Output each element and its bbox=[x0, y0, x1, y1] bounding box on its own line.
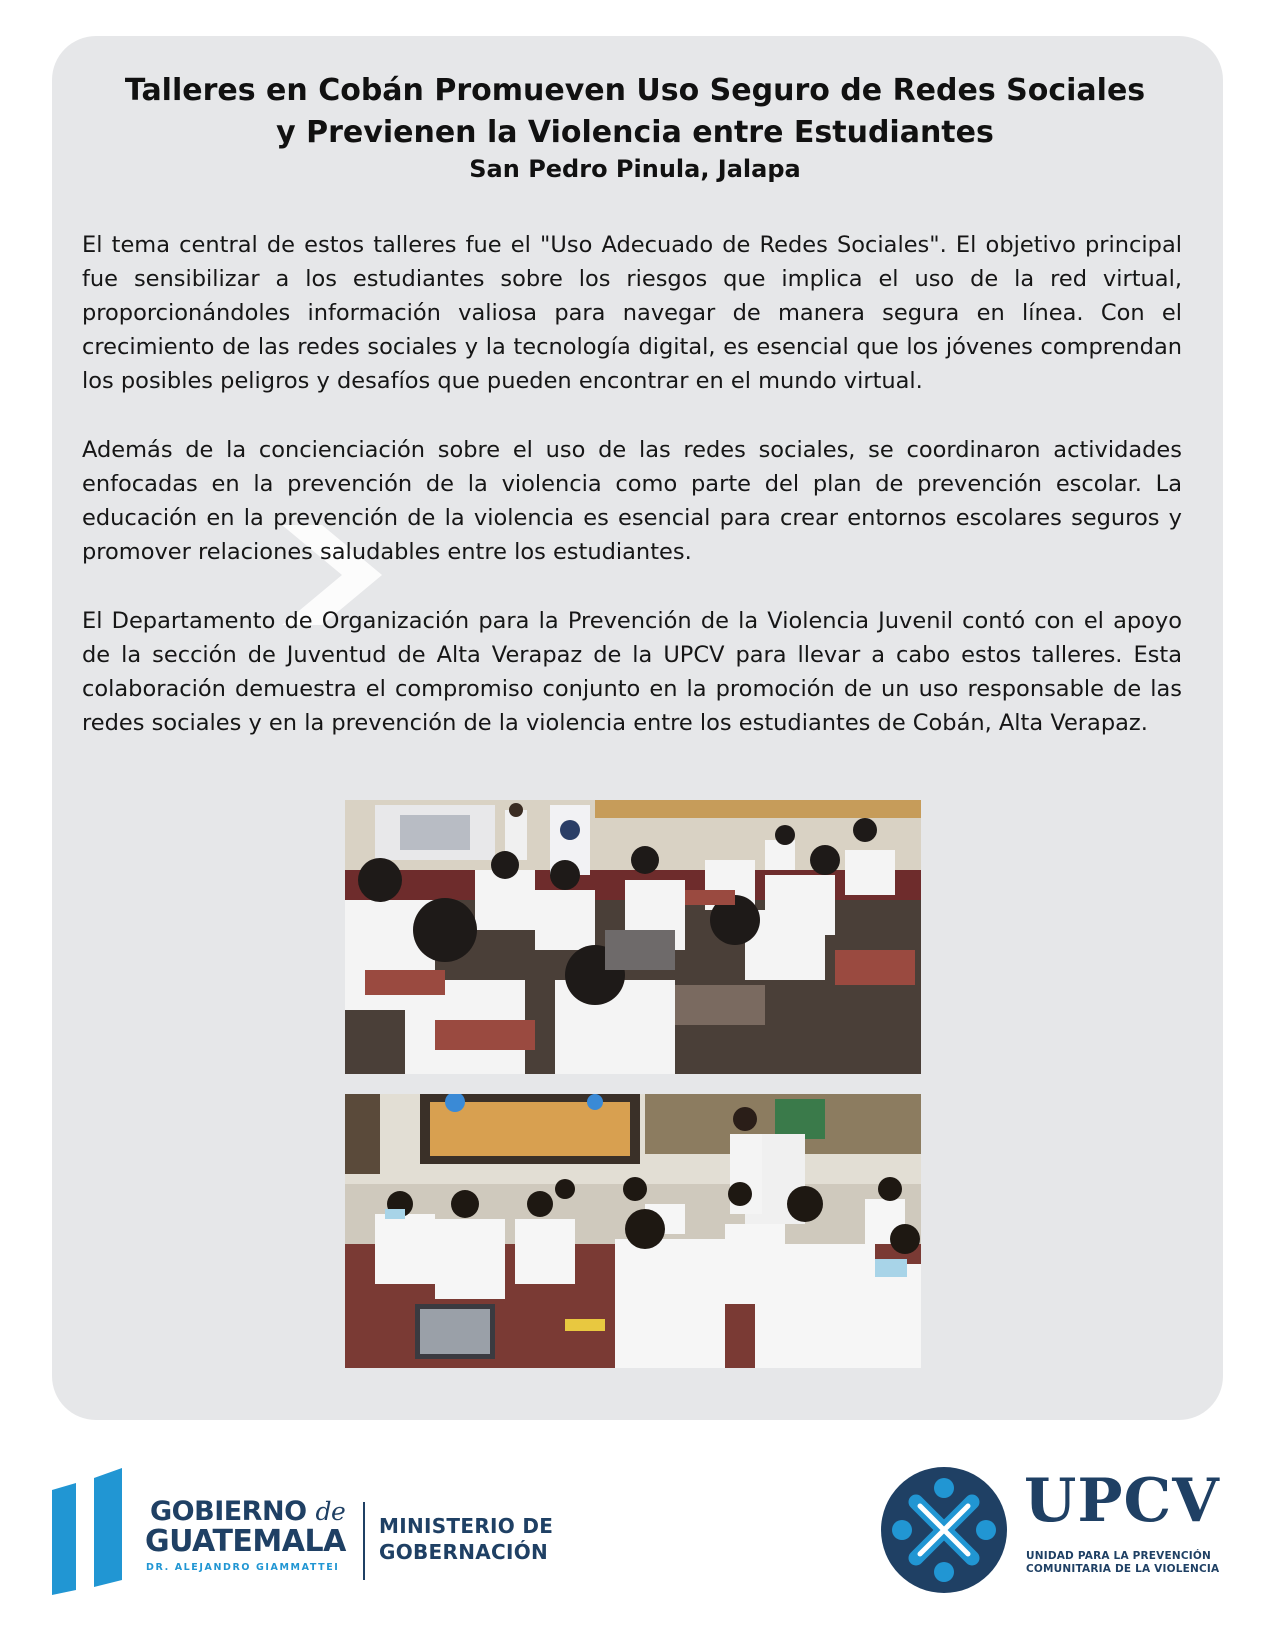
workshop-photo bbox=[345, 1094, 921, 1368]
article-paragraph: Además de la concienciación sobre el uso de las redes sociales, se coordinaron actividades enfocadas en la prevención de la violencia como parte del plan de prevención escolar. La educación en la prevención de la violencia es esencial para crear entornos escolares seguros y promover relaciones saludables entre los estudiantes. bbox=[82, 437, 1182, 565]
gobierno-wordmark bbox=[150, 1497, 360, 1527]
workshop-photo bbox=[345, 800, 921, 1074]
guatemala-flag-bars-icon bbox=[52, 1468, 124, 1595]
footer-divider bbox=[363, 1502, 365, 1580]
ministerio-line: MINISTERIO DE bbox=[379, 1514, 554, 1538]
guatemala-word: GUATEMALA bbox=[145, 1524, 346, 1559]
upcv-subtitle-line: UNIDAD PARA LA PREVENCIÓN bbox=[1026, 1550, 1211, 1562]
gobierno-de: de bbox=[315, 1497, 346, 1526]
article-paragraph: El Departamento de Organización para la Prevención de la Violencia Juvenil contó con el apoyo de la sección de Juventud de Alta Verapaz de la UPCV para llevar a cabo estos talleres. Esta colaboración demuestra el compromiso conjunto en la promoción de un uso responsable de las redes sociales y en la prevención de la violencia entre los estudiantes de Cobán, Alta Verapaz. bbox=[82, 608, 1182, 736]
article-paragraph: El tema central de estos talleres fue el "Uso Adecuado de Redes Sociales". El objetivo principal fue sensibilizar a los estudiantes sobre los riesgos que implica el uso de la red virtual, proporcionándoles información valiosa para navegar de manera segura en línea. Con el crecimiento de las redes sociales y la tecnología digital, es esencial que los jóvenes comprendan los posibles peligros y desafíos que pueden encontrar en el mundo virtual. bbox=[82, 232, 1182, 394]
ministerio-wordmark bbox=[379, 1513, 579, 1565]
president-name: DR. ALEJANDRO GIAMMATTEI bbox=[146, 1562, 340, 1573]
article-title: Talleres en Cobán Promueven Uso Seguro de Redes Sociales y Previenen la Violencia entre Estudiantes bbox=[124, 73, 1146, 150]
gobierno-word: GOBIERNO bbox=[150, 1496, 307, 1527]
upcv-wordmark: UPCV bbox=[1024, 1466, 1220, 1536]
upcv-subtitle bbox=[1026, 1550, 1226, 1576]
upcv-logo-icon bbox=[880, 1466, 1008, 1594]
upcv-subtitle-line: COMUNITARIA DE LA VIOLENCIA bbox=[1026, 1563, 1220, 1575]
gobernacion-line: GOBERNACIÓN bbox=[379, 1540, 549, 1564]
article-location: San Pedro Pinula, Jalapa bbox=[469, 155, 801, 183]
